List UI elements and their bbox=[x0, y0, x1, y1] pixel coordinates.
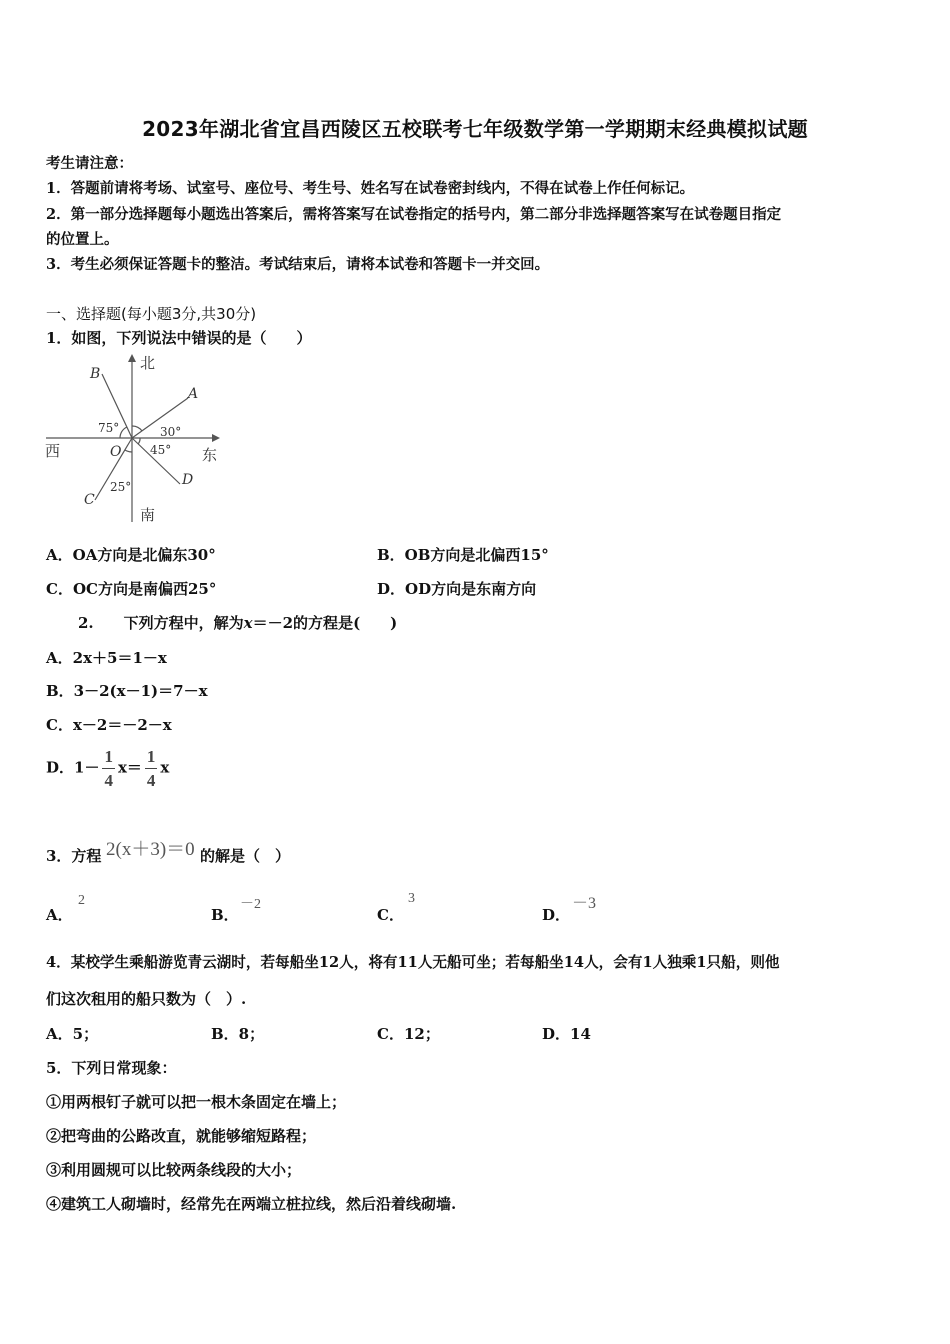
page-title: 2023年湖北省宜昌西陵区五校联考七年级数学第一学期期末经典模拟试题 bbox=[142, 117, 808, 141]
q1-option-d: D．OD方向是东南方向 bbox=[377, 580, 537, 598]
notice-line-2b: 的位置上。 bbox=[46, 231, 119, 248]
label-a: A bbox=[188, 386, 199, 402]
fraction-one-quarter-1: $\frac{1}{4}$ bbox=[104, 747, 113, 790]
label-east: 东 bbox=[202, 446, 218, 464]
q2-option-a: A．2x＋5＝1－x bbox=[46, 649, 167, 667]
q2-option-d bbox=[46, 748, 169, 789]
angle-d-label: 45° bbox=[150, 443, 172, 457]
q2-stem-pre: 2. 下列方程中，解为 bbox=[78, 614, 244, 632]
q3-option-a-label: A． bbox=[46, 906, 73, 924]
q3-option-c-label: C． bbox=[377, 906, 404, 924]
label-o: O bbox=[110, 444, 122, 460]
label-c: C bbox=[84, 492, 95, 508]
q3-option-c-value: 3 bbox=[408, 891, 415, 906]
label-d: D bbox=[182, 472, 194, 488]
q4-option-d: D．14 bbox=[542, 1025, 591, 1043]
q2-option-d-pre: D．1－ bbox=[46, 758, 100, 777]
notice-heading: 考生请注意： bbox=[46, 155, 133, 172]
q5-stem: 5．下列日常现象： bbox=[46, 1059, 177, 1077]
q1-option-b: B．OB方向是北偏西15° bbox=[377, 546, 549, 564]
angle-c-label: 25° bbox=[110, 480, 132, 494]
q3-option-d-value: －3 bbox=[572, 895, 597, 912]
q1-stem: 1．如图，下列说法中错误的是（ ） bbox=[46, 329, 312, 347]
q3-stem-post: 的解是（ ） bbox=[200, 847, 291, 865]
q1-option-a: A．OA方向是北偏东30° bbox=[46, 546, 216, 564]
label-b: B bbox=[90, 366, 101, 382]
q3-stem-pre: 3．方程 bbox=[46, 847, 102, 865]
q4-stem-line-2: 们这次租用的船只数为（ ）. bbox=[46, 990, 247, 1008]
q2-stem-post: ＝－2的方程是( ) bbox=[252, 614, 398, 632]
q4-option-b: B．8； bbox=[211, 1025, 265, 1043]
notice-line-2a: 2．第一部分选择题每小题选出答案后，需将答案写在试卷指定的括号内，第二部分非选择题答案写在试卷题目指定 bbox=[46, 206, 782, 223]
q2-option-c: C．x－2＝－2－x bbox=[46, 716, 172, 734]
q5-item-2: ②把弯曲的公路改直，就能够缩短路程； bbox=[46, 1127, 317, 1145]
q3-equation: 2(x＋3)＝0 bbox=[106, 839, 195, 860]
q2-stem bbox=[78, 612, 397, 633]
q5-item-4: ④建筑工人砌墙时，经常先在两端立桩拉线，然后沿着线砌墙. bbox=[46, 1195, 457, 1213]
label-west: 西 bbox=[45, 442, 61, 460]
q3-option-b-value: －2 bbox=[240, 897, 261, 912]
q1-option-c: C．OC方向是南偏西25° bbox=[46, 580, 217, 598]
fraction-one-quarter-2: $\frac{1}{4}$ bbox=[146, 747, 156, 790]
angle-b-label: 75° bbox=[98, 421, 120, 435]
q4-option-a: A．5； bbox=[46, 1025, 99, 1043]
q2-option-d-post: x bbox=[160, 758, 170, 777]
compass-figure bbox=[40, 352, 230, 530]
notice-line-1: 1．答题前请将考场、试室号、座位号、考生号、姓名写在试卷密封线内，不得在试卷上作任何标记。 bbox=[46, 180, 695, 197]
q2-option-b: B．3－2(x－1)＝7－x bbox=[46, 682, 208, 700]
q4-option-c: C．12； bbox=[377, 1025, 440, 1043]
label-north: 北 bbox=[140, 354, 156, 372]
section-heading: 一、选择题(每小题3分,共30分) bbox=[46, 305, 257, 323]
notice-line-3: 3．考生必须保证答题卡的整洁。考试结束后，请将本试卷和答题卡一并交回。 bbox=[46, 256, 550, 273]
q3-option-b-label: B． bbox=[211, 906, 239, 924]
angle-a-label: 30° bbox=[160, 425, 182, 439]
q3-option-d-label: D． bbox=[542, 906, 571, 924]
q5-item-1: ①用两根钉子就可以把一根木条固定在墙上； bbox=[46, 1093, 347, 1111]
q5-item-3: ③利用圆规可以比较两条线段的大小； bbox=[46, 1161, 302, 1179]
q4-stem-line-1: 4．某校学生乘船游览青云湖时，若每船坐12人，将有11人无船可坐；若每船坐14人，会有1人独乘1只船，则他 bbox=[46, 954, 780, 971]
q2-stem-var: x bbox=[243, 614, 253, 632]
label-south: 南 bbox=[140, 506, 156, 524]
q2-option-d-mid: x＝ bbox=[117, 758, 142, 777]
q3-option-a-value: 2 bbox=[78, 893, 85, 908]
